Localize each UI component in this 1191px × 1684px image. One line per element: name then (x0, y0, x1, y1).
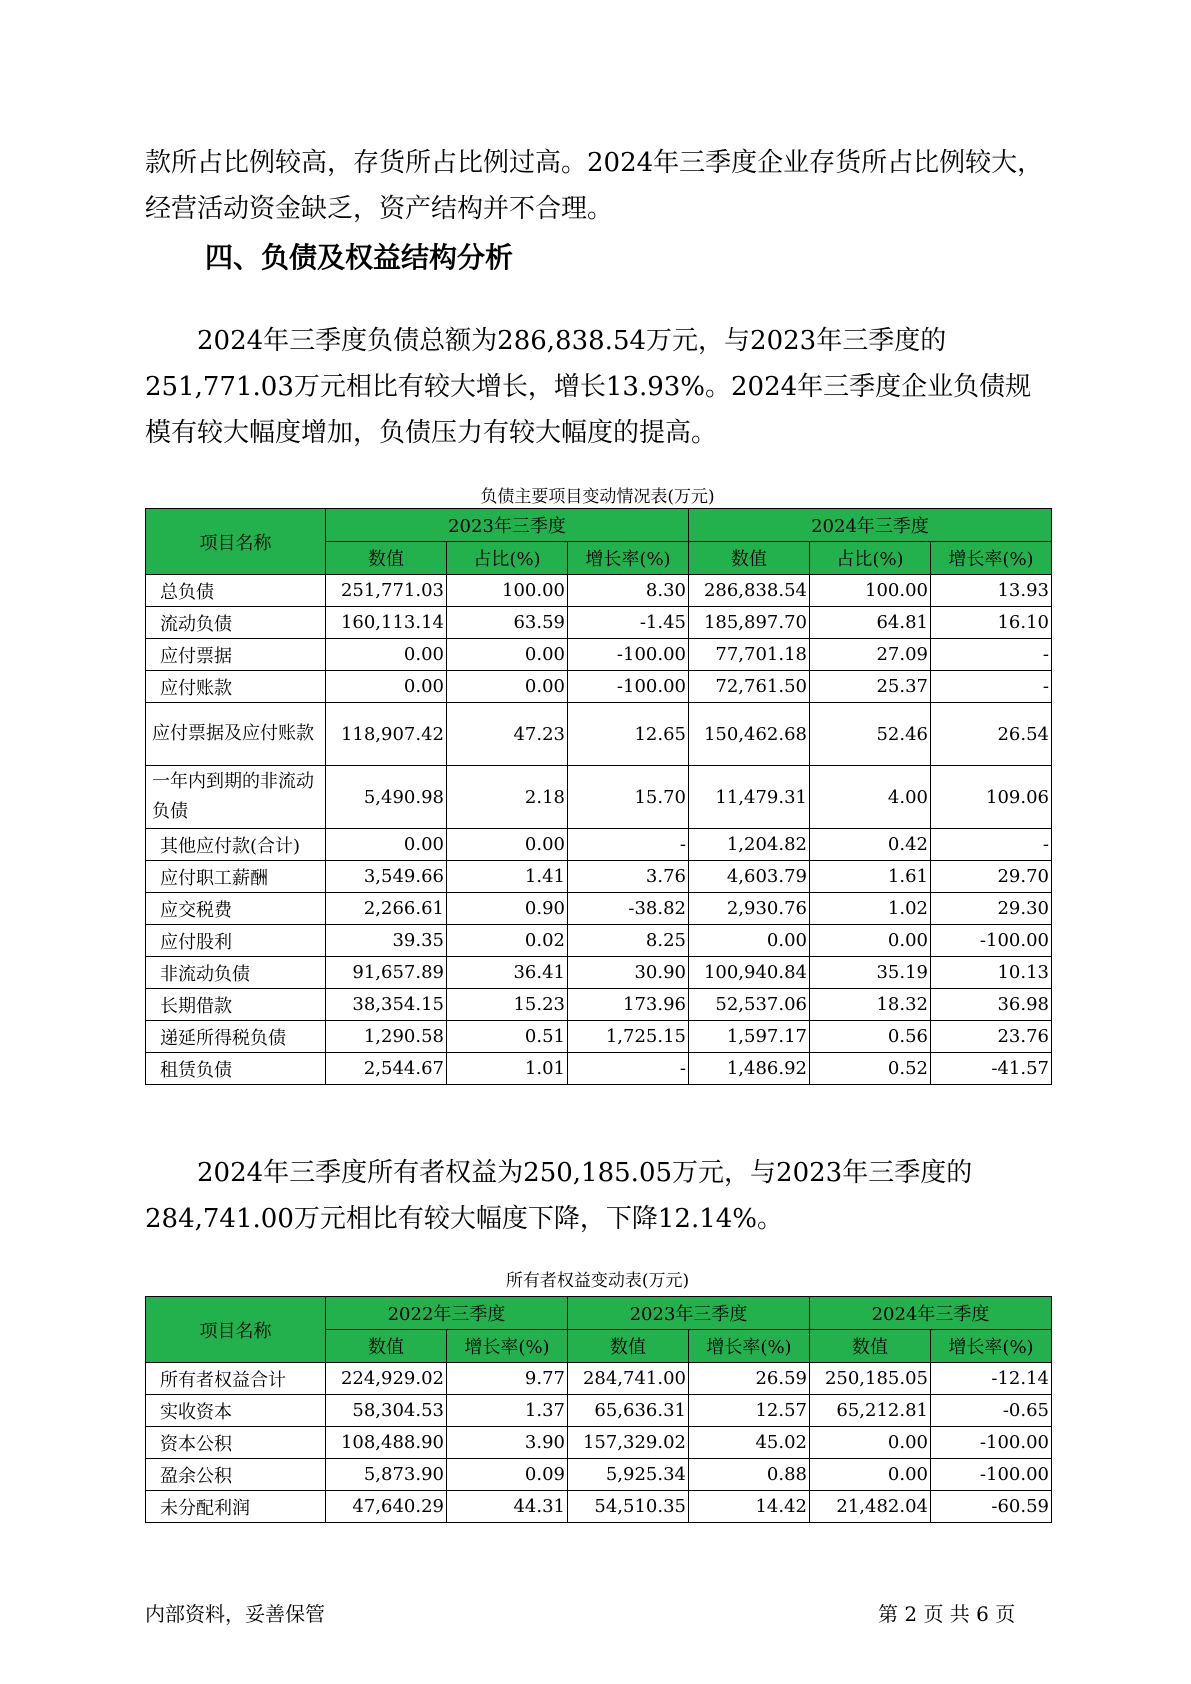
item-name-header: 项目名称 (146, 509, 326, 575)
table-cell: 108,488.90 (326, 1427, 447, 1459)
table-cell: 47.23 (447, 703, 568, 766)
column-header: 增长率(%) (568, 542, 689, 575)
table-row (146, 1363, 1052, 1395)
table-cell: - (931, 829, 1052, 861)
table-row (146, 925, 1052, 957)
table-cell: 100,940.84 (689, 957, 810, 989)
table-cell: -100.00 (568, 639, 689, 671)
table-cell: 65,636.31 (568, 1395, 689, 1427)
row-label: 应付职工薪酬 (146, 861, 326, 893)
table-row (146, 893, 1052, 925)
table-cell: 8.25 (568, 925, 689, 957)
table-cell: 100.00 (447, 575, 568, 607)
table-cell: 18.32 (810, 989, 931, 1021)
table-cell: 0.00 (447, 671, 568, 703)
footer-confidential-note: 内部资料，妥善保管 (145, 1602, 325, 1626)
table-cell: 1.41 (447, 861, 568, 893)
table-cell: 36.41 (447, 957, 568, 989)
row-label: 盈余公积 (146, 1459, 326, 1491)
table-cell: 8.30 (568, 575, 689, 607)
table-cell: 3,549.66 (326, 861, 447, 893)
table-cell: 0.00 (326, 671, 447, 703)
period-header: 2022年三季度 (326, 1297, 568, 1330)
table-cell: 250,185.05 (810, 1363, 931, 1395)
table-cell: -60.59 (931, 1491, 1052, 1523)
row-label: 租赁负债 (146, 1053, 326, 1085)
table-row (146, 1427, 1052, 1459)
table-cell: 5,490.98 (326, 766, 447, 829)
table-cell: 27.09 (810, 639, 931, 671)
table-cell: 1.61 (810, 861, 931, 893)
table-cell: 0.02 (447, 925, 568, 957)
table-cell: 1,290.58 (326, 1021, 447, 1053)
table-cell: 47,640.29 (326, 1491, 447, 1523)
table-cell: 54,510.35 (568, 1491, 689, 1523)
row-label: 流动负债 (146, 607, 326, 639)
table-cell: 0.00 (326, 639, 447, 671)
table-cell: 157,329.02 (568, 1427, 689, 1459)
table-cell: 15.70 (568, 766, 689, 829)
table-cell: 63.59 (447, 607, 568, 639)
table-row (146, 703, 1052, 766)
table-cell: 21,482.04 (810, 1491, 931, 1523)
table-cell: 0.00 (326, 829, 447, 861)
table-cell: 26.59 (689, 1363, 810, 1395)
table-cell: -1.45 (568, 607, 689, 639)
table-cell: 100.00 (810, 575, 931, 607)
period-header: 2023年三季度 (568, 1297, 810, 1330)
table-cell: 0.00 (447, 829, 568, 861)
table-cell: 160,113.14 (326, 607, 447, 639)
table-cell: 16.10 (931, 607, 1052, 639)
table-cell: 1.01 (447, 1053, 568, 1085)
table-cell: 58,304.53 (326, 1395, 447, 1427)
table-cell: 0.00 (689, 925, 810, 957)
row-label: 应付票据及应付账款 (146, 703, 326, 766)
table-row (146, 829, 1052, 861)
table-cell: 52.46 (810, 703, 931, 766)
section-heading: 四、负债及权益结构分析 (205, 241, 514, 274)
table-cell: 1,204.82 (689, 829, 810, 861)
table-row (146, 639, 1052, 671)
table-cell: 15.23 (447, 989, 568, 1021)
table-row (146, 1459, 1052, 1491)
table-cell: 5,925.34 (568, 1459, 689, 1491)
table-cell: 3.76 (568, 861, 689, 893)
table-cell: -38.82 (568, 893, 689, 925)
row-label: 所有者权益合计 (146, 1363, 326, 1395)
row-label: 实收资本 (146, 1395, 326, 1427)
table-cell: 185,897.70 (689, 607, 810, 639)
table-cell: 1,597.17 (689, 1021, 810, 1053)
table-cell: 251,771.03 (326, 575, 447, 607)
table-row (146, 1053, 1052, 1085)
liability-table-caption: 负债主要项目变动情况表(万元) (480, 487, 715, 507)
row-label: 递延所得税负债 (146, 1021, 326, 1053)
table-cell: 0.42 (810, 829, 931, 861)
table-cell: 5,873.90 (326, 1459, 447, 1491)
table-row (146, 957, 1052, 989)
table-cell: 1.37 (447, 1395, 568, 1427)
table-cell: - (568, 1053, 689, 1085)
table-cell: 30.90 (568, 957, 689, 989)
table-cell: 52,537.06 (689, 989, 810, 1021)
table-cell: 35.19 (810, 957, 931, 989)
table-cell: 0.00 (810, 1459, 931, 1491)
table-cell: 44.31 (447, 1491, 568, 1523)
table-cell: 1.02 (810, 893, 931, 925)
table-row (146, 861, 1052, 893)
row-label: 应付股利 (146, 925, 326, 957)
table-cell: -100.00 (568, 671, 689, 703)
column-header: 增长率(%) (447, 1330, 568, 1363)
table-cell: 12.65 (568, 703, 689, 766)
table-cell: 38,354.15 (326, 989, 447, 1021)
equity-table (145, 1296, 1052, 1523)
table-cell: 2,266.61 (326, 893, 447, 925)
liability-table (145, 508, 1052, 1085)
table-cell: 10.13 (931, 957, 1052, 989)
table-cell: 150,462.68 (689, 703, 810, 766)
table-cell: 1,725.15 (568, 1021, 689, 1053)
period-header: 2023年三季度 (326, 509, 689, 542)
table-row (146, 1021, 1052, 1053)
row-label: 应付账款 (146, 671, 326, 703)
table-cell: 284,741.00 (568, 1363, 689, 1395)
table-cell: 118,907.42 (326, 703, 447, 766)
column-header: 增长率(%) (689, 1330, 810, 1363)
column-header: 增长率(%) (931, 1330, 1052, 1363)
table-row (146, 1395, 1052, 1427)
table-cell: 14.42 (689, 1491, 810, 1523)
table-cell: 2.18 (447, 766, 568, 829)
table-cell: -100.00 (931, 1459, 1052, 1491)
row-label: 总负债 (146, 575, 326, 607)
table-cell: 91,657.89 (326, 957, 447, 989)
equity-paragraph: 2024年三季度所有者权益为250,185.05万元，与2023年三季度的284,741.00万元相比有较大幅度下降，下降12.14%。 (145, 1158, 973, 1234)
column-header: 增长率(%) (931, 542, 1052, 575)
table-cell: 1,486.92 (689, 1053, 810, 1085)
table-cell: -12.14 (931, 1363, 1052, 1395)
intro-paragraph: 款所占比例较高，存货所占比例过高。2024年三季度企业存货所占比例较大，经营活动资金缺乏，资产结构并不合理。 (145, 148, 1044, 224)
column-header: 数值 (326, 542, 447, 575)
table-cell: -41.57 (931, 1053, 1052, 1085)
row-label: 非流动负债 (146, 957, 326, 989)
table-cell: 0.00 (810, 925, 931, 957)
row-label: 应交税费 (146, 893, 326, 925)
table-cell: -100.00 (931, 925, 1052, 957)
column-header: 占比(%) (447, 542, 568, 575)
table-cell: 0.09 (447, 1459, 568, 1491)
period-header: 2024年三季度 (810, 1297, 1052, 1330)
row-label: 其他应付款(合计) (146, 829, 326, 861)
table-cell: 109.06 (931, 766, 1052, 829)
item-name-header: 项目名称 (146, 1297, 326, 1363)
column-header: 数值 (568, 1330, 689, 1363)
table-cell: - (931, 671, 1052, 703)
table-cell: 72,761.50 (689, 671, 810, 703)
equity-table-caption: 所有者权益变动表(万元) (505, 1271, 690, 1291)
column-header: 数值 (689, 542, 810, 575)
table-cell: 9.77 (447, 1363, 568, 1395)
table-cell: 29.70 (931, 861, 1052, 893)
row-label: 资本公积 (146, 1427, 326, 1459)
table-cell: 64.81 (810, 607, 931, 639)
table-row (146, 989, 1052, 1021)
table-cell: 39.35 (326, 925, 447, 957)
table-cell: 4,603.79 (689, 861, 810, 893)
footer-page-number: 第 2 页 共 6 页 (878, 1602, 1016, 1626)
table-cell: 12.57 (689, 1395, 810, 1427)
table-cell: 4.00 (810, 766, 931, 829)
table-row (146, 1491, 1052, 1523)
table-cell: -100.00 (931, 1427, 1052, 1459)
table-row (146, 575, 1052, 607)
column-header: 数值 (326, 1330, 447, 1363)
table-cell: 77,701.18 (689, 639, 810, 671)
table-cell: - (931, 639, 1052, 671)
table-row (146, 671, 1052, 703)
table-cell: 36.98 (931, 989, 1052, 1021)
table-cell: - (568, 829, 689, 861)
row-label: 一年内到期的非流动负债 (146, 766, 326, 829)
table-cell: 0.00 (447, 639, 568, 671)
table-row (146, 607, 1052, 639)
table-cell: 224,929.02 (326, 1363, 447, 1395)
row-label: 未分配利润 (146, 1491, 326, 1523)
table-cell: 2,544.67 (326, 1053, 447, 1085)
column-header: 占比(%) (810, 542, 931, 575)
table-cell: 45.02 (689, 1427, 810, 1459)
table-cell: 29.30 (931, 893, 1052, 925)
table-cell: 2,930.76 (689, 893, 810, 925)
table-cell: 26.54 (931, 703, 1052, 766)
table-cell: 0.90 (447, 893, 568, 925)
liability-paragraph: 2024年三季度负债总额为286,838.54万元，与2023年三季度的251,771.03万元相比有较大增长，增长13.93%。2024年三季度企业负债规模有较大幅度增加，负债压力有较大幅度的提高。 (145, 326, 1032, 448)
table-cell: 0.51 (447, 1021, 568, 1053)
row-label: 应付票据 (146, 639, 326, 671)
table-cell: 3.90 (447, 1427, 568, 1459)
table-cell: 23.76 (931, 1021, 1052, 1053)
table-cell: 13.93 (931, 575, 1052, 607)
table-cell: 0.56 (810, 1021, 931, 1053)
table-cell: -0.65 (931, 1395, 1052, 1427)
table-cell: 0.88 (689, 1459, 810, 1491)
table-cell: 11,479.31 (689, 766, 810, 829)
table-cell: 286,838.54 (689, 575, 810, 607)
table-cell: 0.52 (810, 1053, 931, 1085)
table-cell: 173.96 (568, 989, 689, 1021)
table-cell: 65,212.81 (810, 1395, 931, 1427)
period-header: 2024年三季度 (689, 509, 1052, 542)
table-cell: 25.37 (810, 671, 931, 703)
table-cell: 0.00 (810, 1427, 931, 1459)
row-label: 长期借款 (146, 989, 326, 1021)
table-row (146, 766, 1052, 829)
column-header: 数值 (810, 1330, 931, 1363)
